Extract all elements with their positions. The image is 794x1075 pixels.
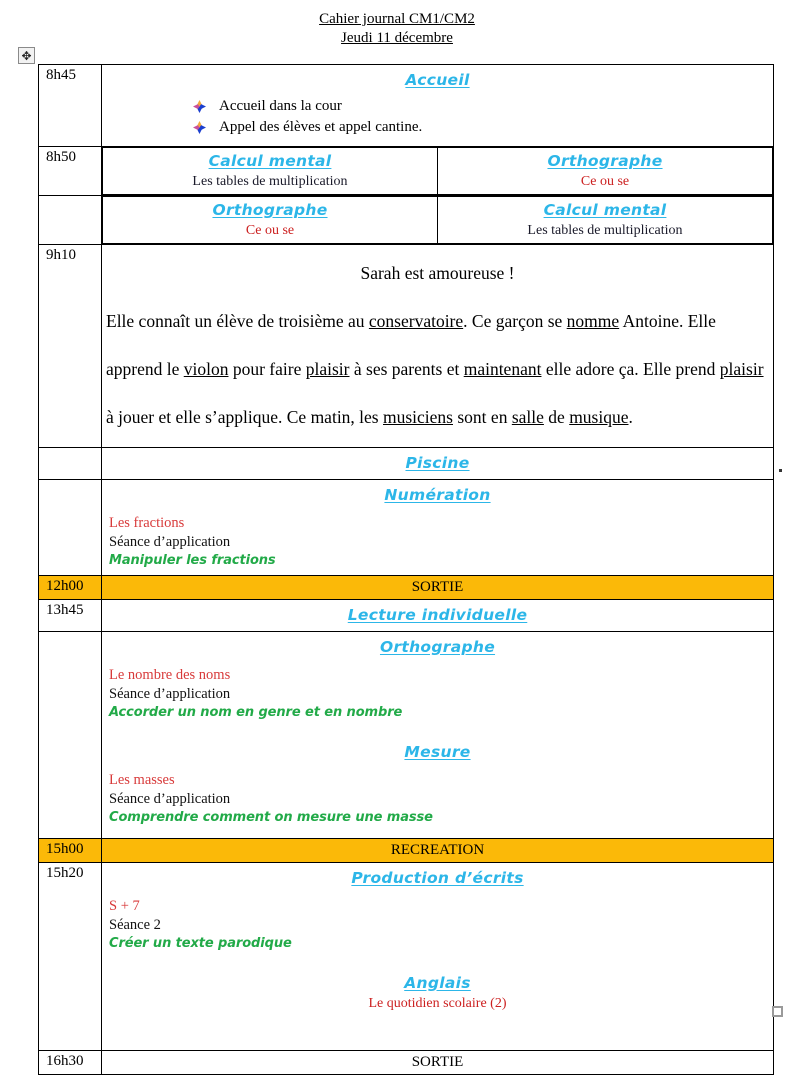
table-move-handle[interactable] (18, 47, 35, 64)
bullet-text: Appel des élèves et appel cantine. (219, 119, 423, 135)
rituel-cell-right-2 (438, 197, 773, 244)
time-label: 12h00 (46, 578, 84, 594)
table-row-dictee (39, 245, 774, 448)
page-title-line-2: Jeudi 11 décembre (341, 30, 453, 46)
time-cell-rituels-2 (39, 196, 102, 245)
desc-orthographe: Ce ou se (245, 223, 295, 238)
time-cell-rituels (39, 147, 102, 196)
text-edge-marker (779, 469, 782, 472)
time-label-empty (39, 196, 101, 217)
dart-bullet-icon (193, 99, 206, 112)
time-label: 8h45 (46, 67, 76, 83)
time-label-empty (39, 632, 101, 653)
lesson-objective: Manipuler les fractions (109, 553, 276, 568)
table-row-lecture (39, 600, 774, 632)
lesson-objective: Comprendre comment on mesure une masse (109, 810, 433, 825)
move-cross-icon: ✥ (21, 48, 32, 63)
sortie-label: SORTIE (411, 1054, 464, 1070)
content-cell-rituels-2 (102, 196, 774, 245)
split-row-1 (102, 147, 773, 195)
table-row-numeration (39, 480, 774, 576)
table-row-sortie-midi (39, 576, 774, 600)
dictation-heading: Sarah est amoureuse ! (360, 263, 515, 283)
content-cell-fin-journee (102, 863, 774, 1051)
lesson-block-orthographe (105, 665, 770, 723)
accueil-bullet-list (105, 96, 770, 138)
subject-orthographe: Orthographe (212, 201, 328, 219)
bullet-text: Accueil dans la cour (219, 98, 342, 114)
table-row-piscine (39, 448, 774, 480)
lesson-block-mesure (105, 770, 770, 828)
time-label: 15h00 (46, 841, 84, 857)
time-cell-recreation (39, 839, 102, 863)
time-cell-sortie-midi (39, 576, 102, 600)
lesson-block-production (105, 896, 770, 954)
time-cell-apresmidi (39, 600, 102, 632)
subject-production-ecrits: Production d’écrits (351, 869, 524, 887)
table-row-accueil (39, 65, 774, 147)
table-row-rituels-1 (39, 147, 774, 196)
content-cell-sortie-soir (102, 1051, 774, 1075)
time-cell-accueil (39, 65, 102, 147)
table-row-recreation (39, 839, 774, 863)
content-cell-recreation (102, 839, 774, 863)
desc-calcul-mental: Les tables de multiplication (527, 223, 683, 238)
subject-calcul-mental: Calcul mental (208, 152, 332, 170)
page-title (0, 0, 794, 48)
content-cell-orthographe-mesure (102, 632, 774, 839)
lesson-title: Les masses (109, 772, 175, 788)
content-cell-accueil (102, 65, 774, 147)
split-row-2 (102, 196, 773, 244)
lesson-seance: Séance 2 (109, 917, 161, 933)
rituel-cell-right-1 (438, 148, 773, 195)
content-cell-numeration (102, 480, 774, 576)
subject-mesure: Mesure (404, 743, 471, 761)
table-row-orthographe-mesure (39, 632, 774, 839)
time-cell-piscine (39, 448, 102, 480)
lesson-seance: Séance d’application (109, 686, 231, 702)
content-cell-dictee (102, 245, 774, 448)
break-label-recreation: RECREATION (390, 842, 485, 858)
content-cell-rituels-1 (102, 147, 774, 196)
lesson-title: Les fractions (109, 515, 185, 531)
subject-accueil: Accueil (405, 71, 470, 89)
table-row-rituels-2 (39, 196, 774, 245)
content-cell-piscine (102, 448, 774, 480)
time-cell-numeration (39, 480, 102, 576)
table-resize-handle[interactable] (772, 1006, 783, 1017)
rituel-cell-left-1 (103, 148, 438, 195)
break-label-sortie: SORTIE (411, 579, 464, 595)
content-cell-lecture (102, 600, 774, 632)
table-row-sortie-soir (39, 1051, 774, 1075)
subject-orthographe: Orthographe (379, 638, 496, 656)
rituel-cell-left-2 (103, 197, 438, 244)
time-cell-orthographe-mesure (39, 632, 102, 839)
dart-bullet-icon (193, 120, 206, 133)
time-label (39, 480, 101, 484)
time-cell-fin-journee (39, 863, 102, 1051)
dictation-paragraph: Elle connaît un élève de troisième au conservatoire. Ce garçon se nomme Antoine. Elle apprend le violon pour faire plaisir à ses parents et maintenant elle adore ça. Elle prend plaisir à jouer et elle s’applique. Ce matin, les musiciens sont en salle de musique. (106, 311, 764, 427)
time-label: 9h10 (46, 247, 76, 263)
time-cell-sortie-soir (39, 1051, 102, 1075)
desc-anglais: Le quotidien scolaire (2) (368, 996, 507, 1011)
page-title-line-1: Cahier journal CM1/CM2 (319, 11, 475, 27)
subject-numeration: Numération (384, 486, 491, 504)
time-label: 16h30 (46, 1053, 84, 1069)
content-cell-sortie-midi (102, 576, 774, 600)
time-label: 13h45 (46, 602, 84, 618)
time-label: 8h50 (46, 149, 76, 165)
lesson-seance: Séance d’application (109, 534, 231, 550)
dictation-text-block (102, 245, 773, 447)
desc-orthographe: Ce ou se (580, 174, 630, 189)
lesson-objective: Accorder un nom en genre et en nombre (109, 705, 403, 720)
lesson-objective: Créer un texte parodique (109, 936, 292, 951)
lesson-block-numeration (105, 513, 770, 571)
table-row-fin-journee (39, 863, 774, 1051)
subject-lecture-individuelle: Lecture individuelle (347, 606, 528, 624)
lesson-title: S + 7 (109, 898, 140, 914)
list-item (193, 96, 770, 117)
subject-calcul-mental: Calcul mental (543, 201, 667, 219)
time-label: 15h20 (46, 865, 84, 881)
subject-anglais: Anglais (404, 974, 471, 992)
lesson-seance: Séance d’application (109, 791, 231, 807)
desc-calcul-mental: Les tables de multiplication (192, 174, 348, 189)
list-item (193, 117, 770, 138)
time-cell-dictee (39, 245, 102, 448)
subject-orthographe: Orthographe (547, 152, 663, 170)
lesson-title: Le nombre des noms (109, 667, 231, 683)
time-label (39, 448, 101, 452)
cahier-journal-table (38, 64, 774, 1075)
subject-piscine: Piscine (405, 454, 470, 472)
